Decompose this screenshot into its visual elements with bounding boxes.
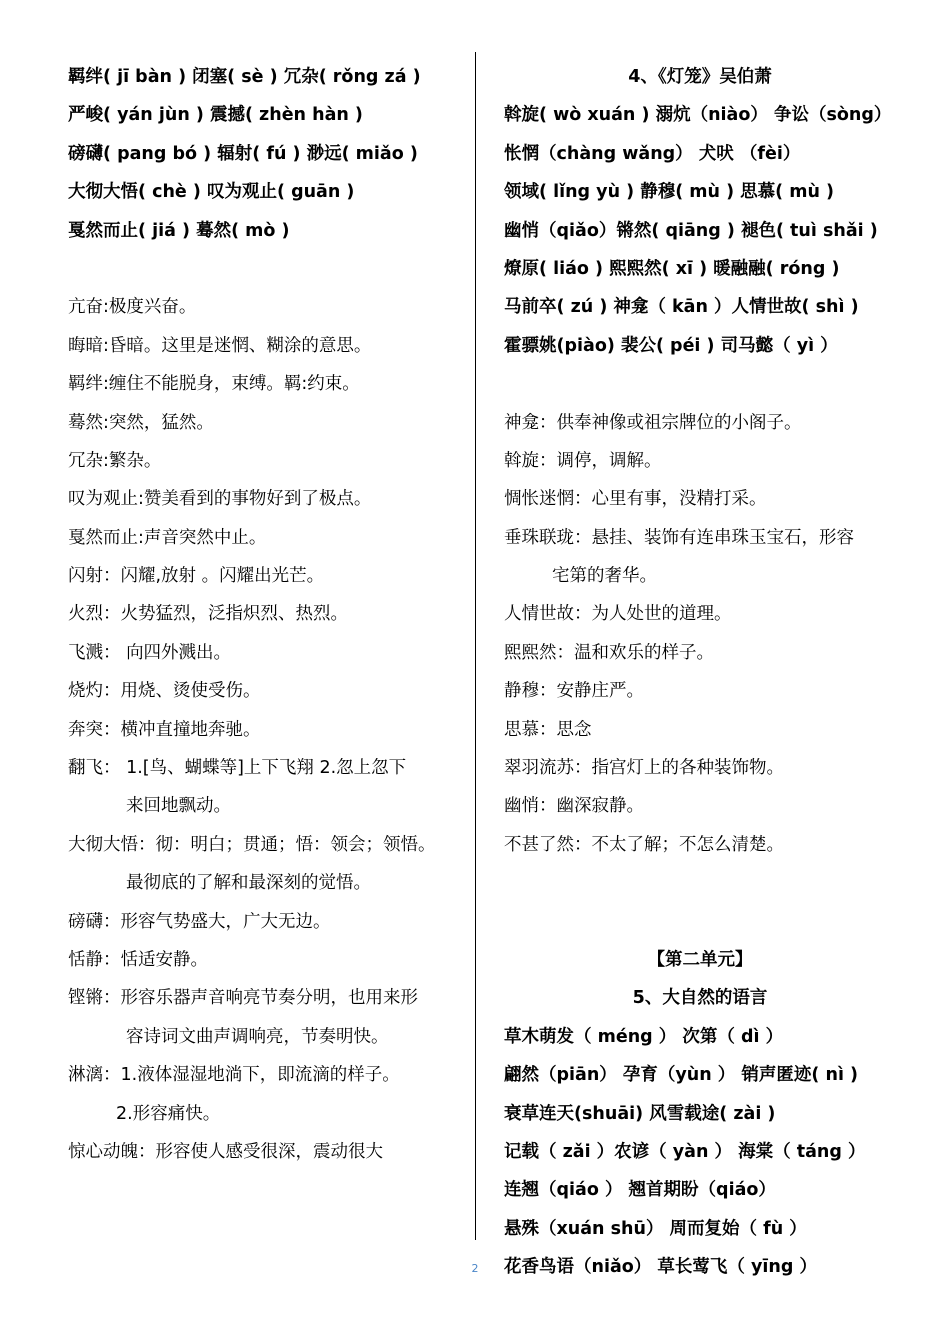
left-line: 惊心动魄：形容使人感受很深，震动很大 — [68, 1141, 383, 1162]
left-line: 火烈：火势猛烈，泛指炽烈、热烈。 — [68, 604, 348, 625]
left-line: 铿锵：形容乐器声音响亮节奏分明，也用来形 — [68, 988, 418, 1009]
left-line: 晦暗:昏暗。这里是迷惘、糊涂的意思。 — [68, 335, 372, 356]
left-line: 冗杂:繁杂。 — [68, 450, 162, 471]
left-line — [68, 250, 460, 288]
left-line: 羁绊( jī bàn ) 闭塞( sè ) 冗杂( rǒng zá ) — [68, 67, 421, 87]
right-line: 静穆：安静庄严。 — [504, 681, 644, 702]
right-line: 草木萌发（ méng ） 次第（ dì ） — [504, 1026, 784, 1047]
right-line: 领域( lǐng yù ) 静穆( mù ) 思慕( mù ) — [504, 182, 835, 203]
left-line: 亢奋:极度兴奋。 — [68, 297, 197, 318]
left-line: 烧灼：用烧、烫使受伤。 — [68, 681, 261, 702]
left-line: 大彻大悟( chè ) 叹为观止( guān ) — [68, 182, 355, 203]
right-line: 燎原( liáo ) 熙熙然( xī ) 暖融融( róng ) — [504, 258, 840, 279]
left-line: 淋漓：1.液体湿湿地淌下，即流滴的样子。 — [68, 1065, 400, 1086]
right-line: 人情世故：为人处世的道理。 — [504, 604, 732, 625]
right-line: 不甚了然：不太了解；不怎么清楚。 — [504, 834, 784, 855]
left-line: 奔突：横冲直撞地奔驰。 — [68, 719, 261, 740]
right-line: 垂珠联珑：悬挂、装饰有连串珠玉宝石，形容 — [504, 527, 854, 548]
left-line: 恬静：恬适安静。 — [68, 949, 208, 970]
left-line: 羁绊:缠住不能脱身，束缚。羁:约束。 — [68, 374, 360, 395]
right-line: 怅惘（chàng wǎng） 犬吠 （fèi） — [504, 143, 801, 164]
column-divider — [475, 52, 476, 1240]
right-line — [504, 903, 896, 941]
left-line: 磅礴( pang bó ) 辐射( fú ) 渺远( miǎo ) — [68, 143, 418, 164]
right-line: 马前卒( zú ) 神龛（ kān ）人情世故( shì ) — [504, 297, 859, 318]
right-line — [504, 864, 896, 902]
right-line: 记载（ zǎi ）农谚（ yàn ） 海棠（ táng ） — [504, 1141, 866, 1162]
right-column — [504, 58, 896, 1287]
left-line: 戛然而止( jiá ) 蓦然( mò ) — [68, 220, 290, 241]
left-line: 叹为观止:赞美看到的事物好到了极点。 — [68, 489, 372, 510]
left-line: 翻飞： 1.[鸟、蝴蝶等]上下飞翔 2.忽上忽下 — [68, 758, 407, 779]
right-line: 霍骠姚(piào) 裴公( péi ) 司马懿（ yì ） — [504, 335, 838, 356]
right-line: 衰草连天(shuāi) 风雪载途( zài ) — [504, 1103, 776, 1124]
right-line — [504, 365, 896, 403]
right-line: 翩然（piān） 孕育（yùn ） 销声匿迹( nì ) — [504, 1065, 859, 1086]
right-line: 斡旋：调停，调解。 — [504, 450, 662, 471]
right-line: 翠羽流苏：指宫灯上的各种装饰物。 — [504, 758, 784, 779]
left-line: 最彻底的了解和最深刻的觉悟。 — [126, 873, 371, 894]
right-line: 熙熙然：温和欢乐的样子。 — [504, 642, 714, 663]
right-line: 5、大自然的语言 — [632, 988, 768, 1009]
left-column — [68, 58, 460, 1171]
left-line: 磅礴：形容气势盛大，广大无边。 — [68, 911, 331, 932]
left-line: 戛然而止:声音突然中止。 — [68, 527, 267, 548]
right-line: 思慕：思念 — [504, 719, 592, 740]
right-line: 幽悄（qiǎo）锵然( qiāng ) 褪色( tuì shǎi ) — [504, 220, 878, 241]
left-line: 严峻( yán jùn ) 震撼( zhèn hàn ) — [68, 105, 363, 126]
left-line: 飞溅： 向四外溅出。 — [68, 642, 232, 663]
left-line: 大彻大悟：彻：明白；贯通；悟：领会；领悟。 — [68, 834, 436, 855]
right-line: 花香鸟语（niǎo） 草长莺飞（ yīng ） — [504, 1257, 817, 1278]
left-line: 2.形容痛快。 — [116, 1103, 221, 1124]
right-line: 连翘（qiáo ） 翘首期盼（qiáo） — [504, 1180, 776, 1201]
right-line: 神龛：供奉神像或祖宗牌位的小阁子。 — [504, 412, 802, 433]
left-line: 蓦然:突然，猛然。 — [68, 412, 214, 433]
right-line: 幽悄：幽深寂静。 — [504, 796, 644, 817]
page-number: 2 — [471, 1262, 479, 1275]
right-line: 悬殊（xuán shū） 周而复始（ fù ） — [504, 1218, 807, 1239]
left-line: 来回地飘动。 — [126, 796, 231, 817]
right-line: 宅第的奢华。 — [552, 566, 657, 587]
right-line: 惆怅迷惘：心里有事，没精打采。 — [504, 489, 767, 510]
right-line: 【第二单元】 — [647, 949, 753, 970]
left-line: 闪射：闪耀,放射 。闪耀出光芒。 — [68, 566, 325, 587]
right-line: 斡旋( wò xuán ) 溺炕（niào） 争讼（sòng） — [504, 105, 892, 126]
left-line: 容诗词文曲声调响亮，节奏明快。 — [126, 1026, 389, 1047]
right-line: 4、《灯笼》吴伯萧 — [628, 67, 772, 87]
